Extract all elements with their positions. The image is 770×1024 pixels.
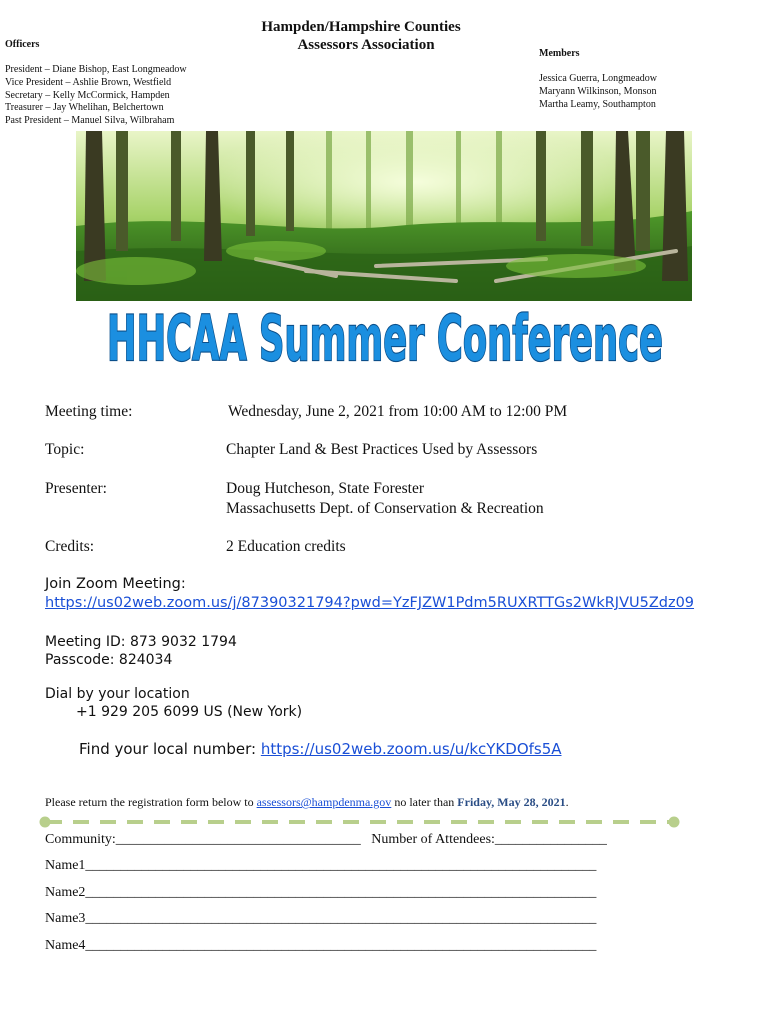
topic-value: Chapter Land & Best Practices Used by Assessors <box>226 441 538 458</box>
title-line-1: Hampden/Hampshire Counties <box>261 19 461 35</box>
officer-item: President – Diane Bishop, East Longmeadow <box>5 64 187 75</box>
officer-item: Vice President – Ashlie Brown, Westfield <box>5 76 172 88</box>
credits-value: 2 Education credits <box>226 538 346 555</box>
registration-email-link[interactable]: assessors@hampdenma.gov <box>256 795 392 809</box>
officer-item: Treasurer – Jay Whelihan, Belchertown <box>5 102 164 114</box>
officers-list <box>5 64 187 128</box>
forest-illustration <box>76 131 692 301</box>
dial-number: +1 929 205 6099 US (New York) <box>76 704 303 720</box>
member-item: Maryann Wilkinson, Monson <box>539 86 657 97</box>
name3-field[interactable]: Name3_________________________________________________________________________ <box>45 911 597 926</box>
find-number-link[interactable]: https://us02web.zoom.us/u/kcYKDOfs5A <box>260 740 562 758</box>
officers-heading: Officers <box>5 39 40 50</box>
registration-deadline: Friday, May 28, 2021 <box>457 795 566 809</box>
topic-label: Topic: <box>45 441 85 458</box>
divider-left-dot <box>40 817 51 828</box>
registration-instruction <box>45 795 569 810</box>
presenter-label: Presenter: <box>45 480 107 497</box>
member-item: Martha Leamy, Southampton <box>539 99 656 110</box>
members-heading: Members <box>539 48 580 59</box>
meeting-time-value: Wednesday, June 2, 2021 from 10:00 AM to 12:00 PM <box>228 403 568 420</box>
member-item: Jessica Guerra, Longmeadow <box>539 73 658 84</box>
instruction-suffix: . <box>565 795 569 809</box>
dial-label: Dial by your location <box>45 686 190 702</box>
divider-right-dot <box>669 817 680 828</box>
name1-field[interactable]: Name1_________________________________________________________________________ <box>45 858 597 873</box>
instruction-prefix: Please return the registration form below to <box>45 795 257 809</box>
presenter-name: Doug Hutcheson, State Forester <box>226 480 425 497</box>
meeting-time-label: Meeting time: <box>45 403 133 420</box>
conference-banner <box>0 298 770 378</box>
credits-label: Credits: <box>45 538 95 555</box>
title-line-2: Assessors Association <box>297 37 435 53</box>
name2-field[interactable]: Name2_________________________________________________________________________ <box>45 885 597 900</box>
presenter-department: Massachusetts Dept. of Conservation & Recreation <box>226 500 544 517</box>
find-local-number <box>79 740 562 758</box>
passcode: Passcode: 824034 <box>45 652 173 668</box>
zoom-meeting-link[interactable]: https://us02web.zoom.us/j/87390321794?pwd=YzFJZW1Pdm5RUXRTTGs2WkRJVU5Zdz09 <box>45 595 695 611</box>
meeting-id: Meeting ID: 873 9032 1794 <box>45 634 237 650</box>
attendees-field[interactable]: Number of Attendees:________________ <box>371 832 607 847</box>
find-number-label: Find your local number: <box>79 740 261 758</box>
instruction-middle: no later than <box>391 795 458 809</box>
organization-title <box>0 18 722 54</box>
name4-field[interactable]: Name4_________________________________________________________________________ <box>45 938 597 953</box>
join-zoom-label: Join Zoom Meeting: <box>45 576 186 592</box>
forest-image <box>76 131 692 301</box>
cut-line-divider <box>38 814 683 830</box>
presenter-value <box>226 479 544 519</box>
community-field[interactable]: Community:___________________________________ <box>45 832 361 847</box>
members-list <box>539 72 657 111</box>
banner-graphic <box>0 298 770 378</box>
banner-title: HHCAA Summer Conference <box>107 302 663 375</box>
officer-item: Secretary – Kelly McCormick, Hampden <box>5 89 170 101</box>
community-row <box>45 832 607 848</box>
officer-item: Past President – Manuel Silva, Wilbraham <box>5 115 175 127</box>
